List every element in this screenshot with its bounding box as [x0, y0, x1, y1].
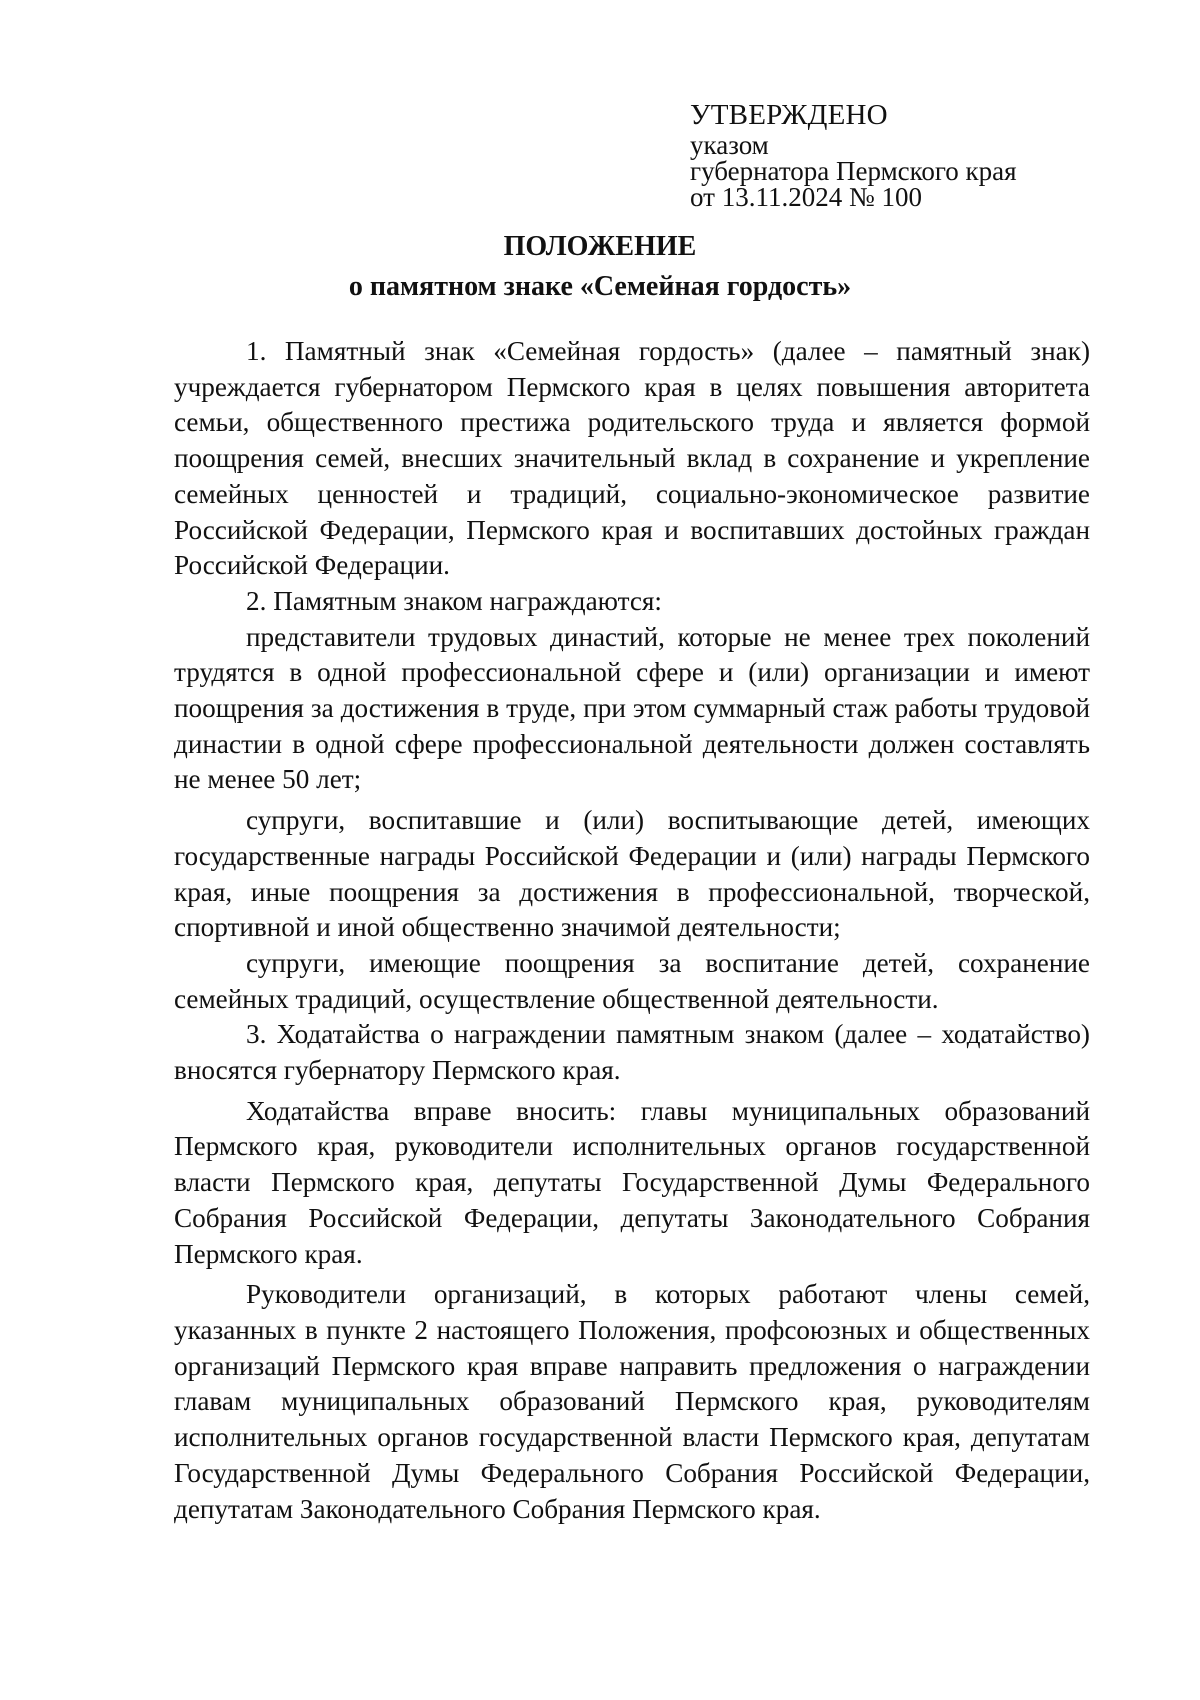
- paragraph-4: супруги, воспитавшие и (или) воспитывающие детей, имеющих государственные награды Российской Федерации и (или) награды Пермского края, иные поощрения за достижения в профессиональной, творческой, спортивной и иной общественно значимой деятельности;: [174, 805, 1090, 943]
- approval-line-3: от 13.11.2024 № 100: [690, 182, 922, 212]
- approval-stamp: УТВЕРЖДЕНО: [690, 99, 888, 131]
- paragraph-8: Руководители организаций, в которых работают члены семей, указанных в пункте 2 настоящего Положения, профсоюзных и общественных организаций Пермского края вправе направить предложения о награждении главам муниципальных образований Пермского края, руководителям исполнительных органов государственной власти Пермского края, депутатам Государственной Думы Федерального Собрания Российской Федерации, депутатам Законодательного Собрания Пермского края.: [174, 1279, 1090, 1524]
- paragraph-3: представители трудовых династий, которые не менее трех поколений трудятся в одной профессиональной сфере и (или) организации и имеют поощрения за достижения в труде, при этом суммарный стаж работы трудовой династии в одной сфере профессиональной деятельности должен составлять не менее 50 лет;: [174, 621, 1090, 795]
- paragraph-2: 2. Памятным знаком награждаются:: [246, 585, 662, 616]
- paragraph-7: Ходатайства вправе вносить: главы муниципальных образований Пермского края, руководители исполнительных органов государственной власти Пермского края, депутаты Государственной Думы Федерального Собрания Российской Федерации, депутаты Законодательного Собрания Пермского края.: [174, 1095, 1090, 1269]
- document-title: ПОЛОЖЕНИЕ: [503, 231, 697, 262]
- approval-line-2: губернатора Пермского края: [690, 156, 1017, 186]
- paragraph-6: 3. Ходатайства о награждении памятным знаком (далее – ходатайство) вносятся губернатору Пермского края.: [174, 1019, 1090, 1086]
- paragraph-1: 1. Памятный знак «Семейная гордость» (далее – памятный знак) учреждается губернатором Пермского края в целях повышения авторитета семьи, общественного престижа родительского труда и является формой поощрения семей, внесших значительный вклад в сохранение и укрепление семейных ценностей и традиций, социально-экономическое развитие Российской Федерации, Пермского края и воспитавших достойных граждан Российской Федерации.: [174, 336, 1090, 581]
- document-body: [174, 334, 1090, 1527]
- approval-block: [690, 98, 1110, 210]
- paragraph-5: супруги, имеющие поощрения за воспитание детей, сохранение семейных традиций, осуществление общественной деятельности.: [174, 947, 1090, 1014]
- document-subtitle: о памятном знаке «Семейная гордость»: [348, 271, 852, 302]
- approval-line-1: указом: [690, 130, 769, 160]
